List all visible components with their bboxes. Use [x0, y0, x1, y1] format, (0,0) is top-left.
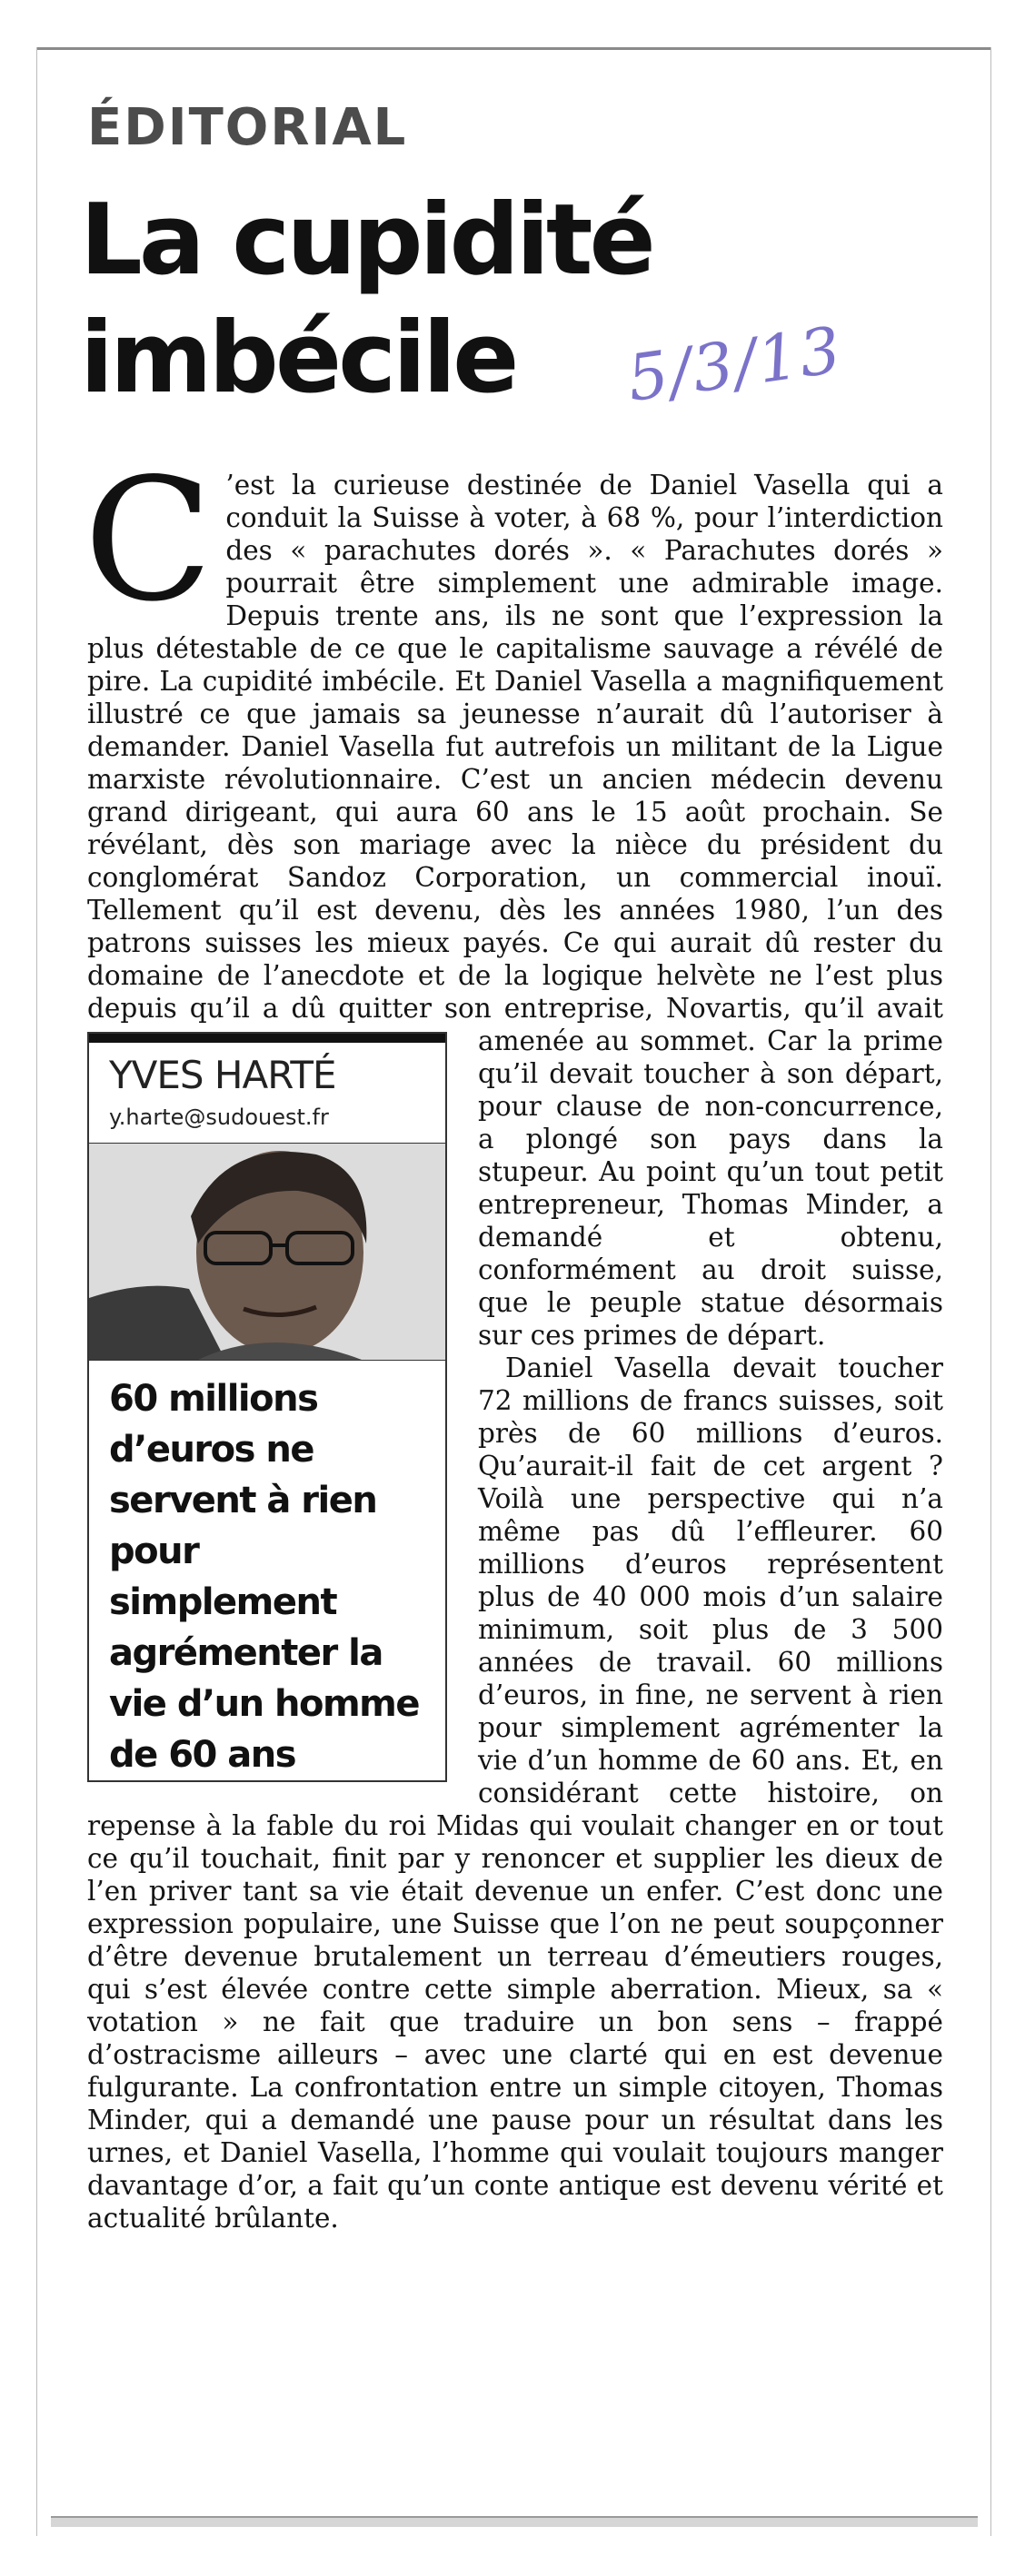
section-kicker: ÉDITORIAL	[87, 98, 408, 157]
headline: La cupidité imbécile	[80, 183, 652, 415]
article-body	[84, 441, 943, 2234]
frame-right-edge	[990, 47, 991, 2536]
author-box	[87, 1032, 447, 1782]
paragraph-1-part-a: ’est la curieuse destinée de Daniel Vasella qui a conduit la Suisse à voter, à 68 %, pour l’interdiction des « parachutes dorés ». « Parachutes dorés » pourrait être simplement une admirable image. Depuis trente ans, ils ne sont que l’expression la plus détestable de ce que le capitalisme sauvage a révélé de pire. La cupidité imbécile. Et Daniel Vasella a magnifiquement illustré ce que jamais sa jeunesse n’aurait dû l’autoriser à demander. Daniel Vasella fut autrefois un militant de la Ligue marxiste révolutionnaire. C’est un ancien médecin devenu grand dirigeant, qui aura 60 ans le 15 août prochain. Se révélant, dès son mariage avec la nièce du président du conglomérat Sandoz Corporation, un commercial inouï. Tellement qu’il est devenu, dès les années 1980, l’un des patrons suisses les mieux payés. Ce qui aurait dû rester du domaine de l’anecdote et de la logique helvète ne l’est plus depuis qu’il a dû quitter son entreprise, Novartis, qu’il avait amenée au sommet. Car la prime	[87, 470, 943, 1056]
paragraph-1-text	[87, 470, 943, 1776]
author-box-top-bar	[89, 1034, 445, 1043]
paragraph-1-part-b: qu’il devait toucher à son départ, pour clause de non-concurrence, a plongé son pays dans la stupeur. Au point qu’un tout petit entrepreneur, Thomas Minder, a demandé et obtenu, conformément au droit suisse, que le peuple statue désormais sur ces primes de départ.	[478, 1058, 943, 1351]
author-email: y.harte@sudouest.fr	[89, 1097, 445, 1144]
bottom-rule	[51, 2516, 978, 2527]
paragraph-1	[84, 441, 943, 1776]
drop-cap: C	[84, 441, 214, 639]
top-rule	[36, 47, 990, 50]
paragraph-2-text: Daniel Vasella devait toucher 72 millions de francs suisses, soit près de 60 millions d’euros. Qu’aurait-il fait de cet argent ? Voilà une perspective qui n’a même pas dû l’effleurer. 60 millions d’euros représentent plus de 40 000 mois d’un salaire minimum, soit plus de 3 500 années de travail. 60 millions d’euros, in fine, ne servent à rien pour simplement agrémenter la vie d’un homme de 60 ans. Et, en considérant cette histoire, on repense à la fable du roi Midas qui voulait changer en or tout ce qu’il touchait, finit par y renoncer et supplier les dieux de l’en priver tant sa vie était devenue un enfer. C’est donc une expression populaire, une Suisse que l’on ne peut soupçonner d’être devenue brutalement un terreau d’émeutiers rouges, qui s’est élevée contre cette simple aberration. Mieux, sa « votation » ne fait que traduire un bon sens – frappé d’ostracisme ailleurs – avec une clarté qui en est devenue fulgurante. La confrontation entre un simple citoyen, Thomas Minder, qui a demandé une pause pour un résultat dans les urnes, et Daniel Vasella, l’homme qui voulait toujours manger davantage d’or, a fait qu’un conte antique est devenu vérité et actualité brûlante.	[87, 1352, 943, 2234]
portrait-photo-icon	[89, 1144, 445, 1360]
handwritten-date: 5/3/13	[622, 312, 847, 417]
pull-quote: 60 millions d’euros ne servent à rien pour simplement agrémenter la vie d’un homme de 60 ans	[109, 1378, 419, 1776]
frame-left-edge	[36, 47, 37, 2536]
author-portrait	[89, 1144, 445, 1361]
author-name: YVES HARTÉ	[109, 1053, 336, 1097]
